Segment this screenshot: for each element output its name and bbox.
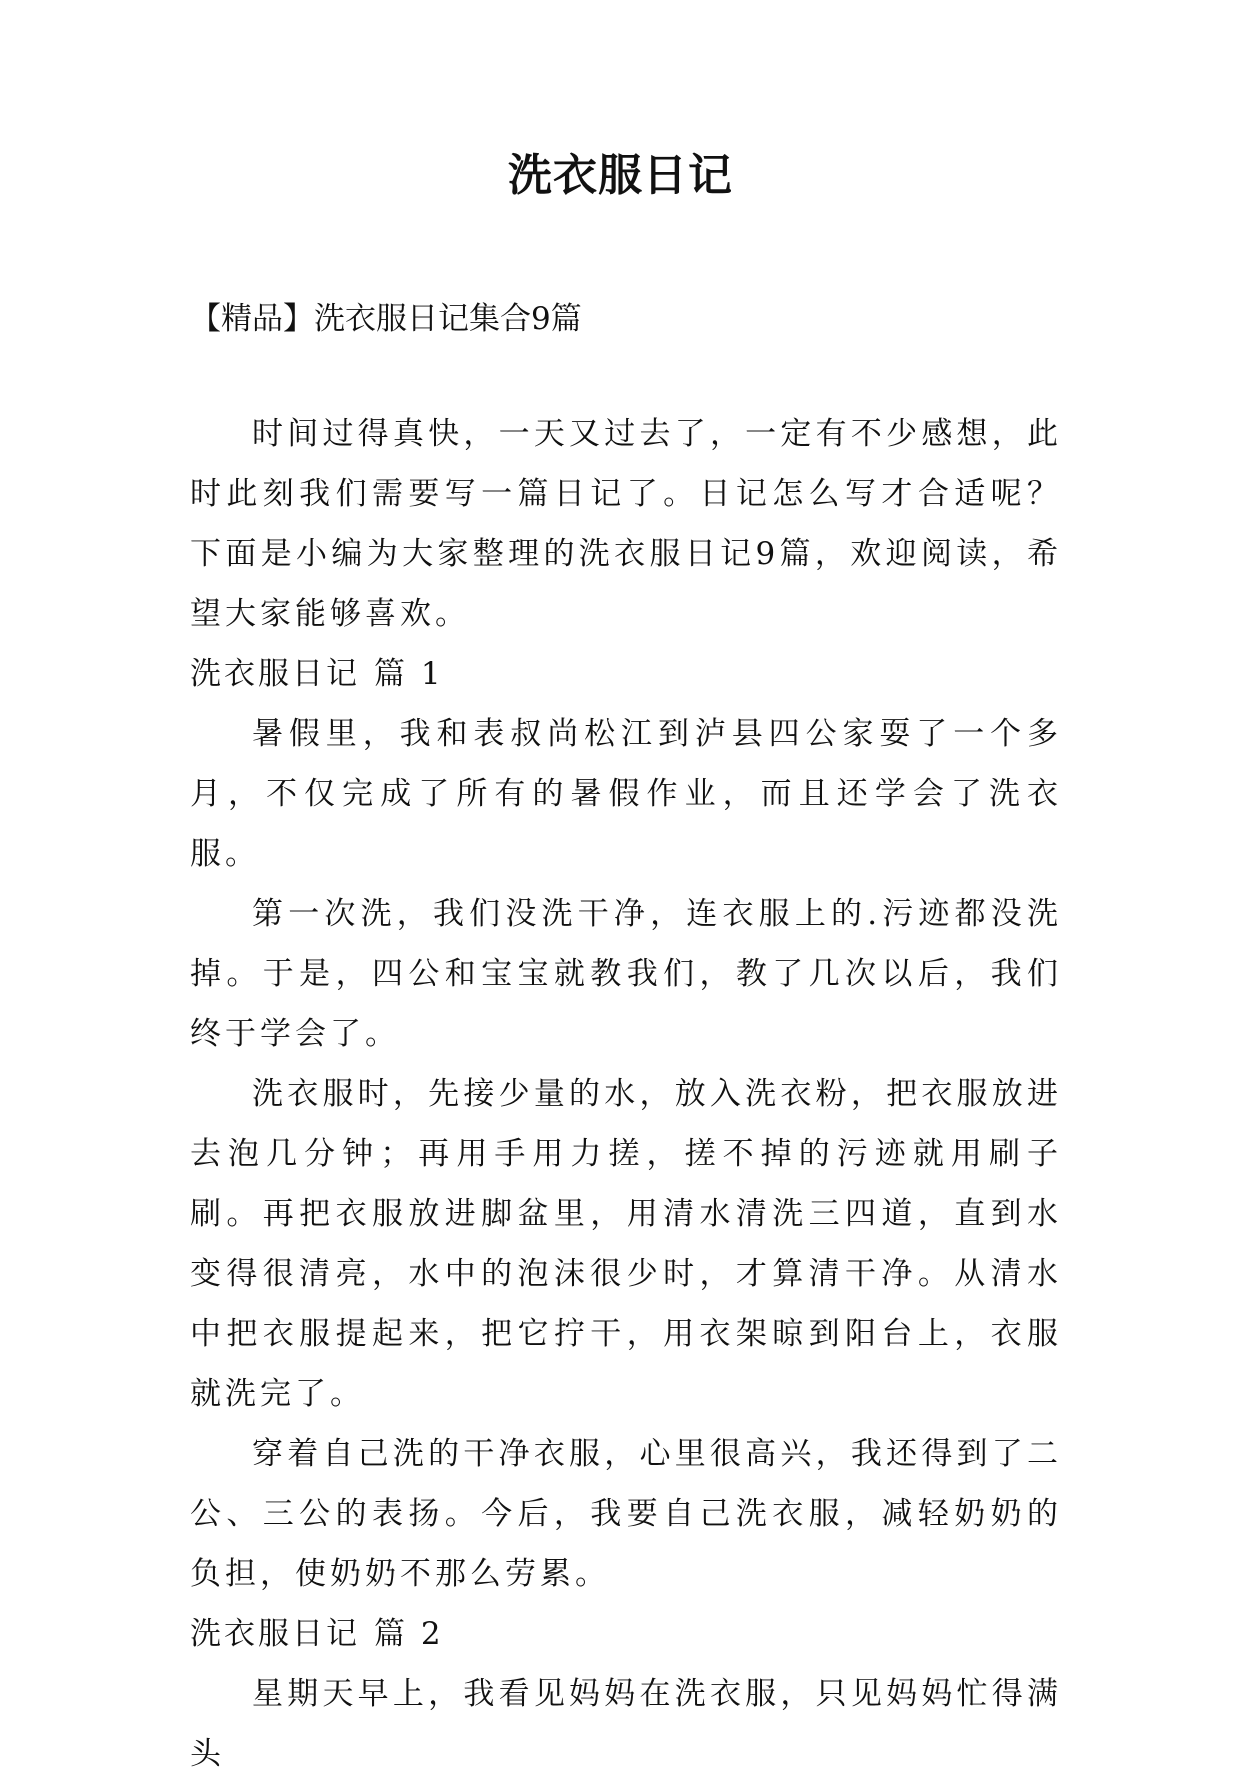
- section-number: 篇 2: [374, 1616, 444, 1652]
- section-paragraph: 星期天早上，我看见妈妈在洗衣服，只见妈妈忙得满头: [190, 1676, 1062, 1772]
- section-number: 篇 1: [374, 656, 444, 692]
- section-heading: [190, 1604, 1062, 1664]
- document-subtitle: 【精品】洗衣服日记集合9篇: [190, 301, 582, 337]
- section-paragraph: 第一次洗，我们没洗干净，连衣服上的.污迹都没洗掉。于是，四公和宝宝就教我们，教了几次以后，我们终于学会了。: [190, 896, 1062, 1052]
- section-heading-text: 洗衣服日记: [190, 1616, 360, 1652]
- section-2: [190, 1604, 1062, 1784]
- document-title: 洗衣服日记: [508, 150, 733, 201]
- section-paragraph: 暑假里，我和表叔尚松江到泸县四公家耍了一个多月，不仅完成了所有的暑假作业，而且还学会了洗衣服。: [190, 716, 1062, 872]
- section-heading: [190, 644, 1062, 704]
- section-heading-text: 洗衣服日记: [190, 656, 360, 692]
- section-paragraph: 穿着自己洗的干净衣服，心里很高兴，我还得到了二公、三公的表扬。今后，我要自己洗衣服，减轻奶奶的负担，使奶奶不那么劳累。: [190, 1436, 1062, 1592]
- intro-paragraph: 时间过得真快，一天又过去了，一定有不少感想，此时此刻我们需要写一篇日记了。日记怎么写才合适呢？下面是小编为大家整理的洗衣服日记9篇，欢迎阅读，希望大家能够喜欢。: [190, 416, 1062, 632]
- section-paragraph: 洗衣服时，先接少量的水，放入洗衣粉，把衣服放进去泡几分钟；再用手用力搓，搓不掉的污迹就用刷子刷。再把衣服放进脚盆里，用清水清洗三四道，直到水变得很清亮，水中的泡沫很少时，才算清干净。从清水中把衣服提起来，把它拧干，用衣架晾到阳台上，衣服就洗完了。: [190, 1076, 1062, 1412]
- section-1: [190, 644, 1062, 1604]
- document-body: [190, 290, 1062, 1784]
